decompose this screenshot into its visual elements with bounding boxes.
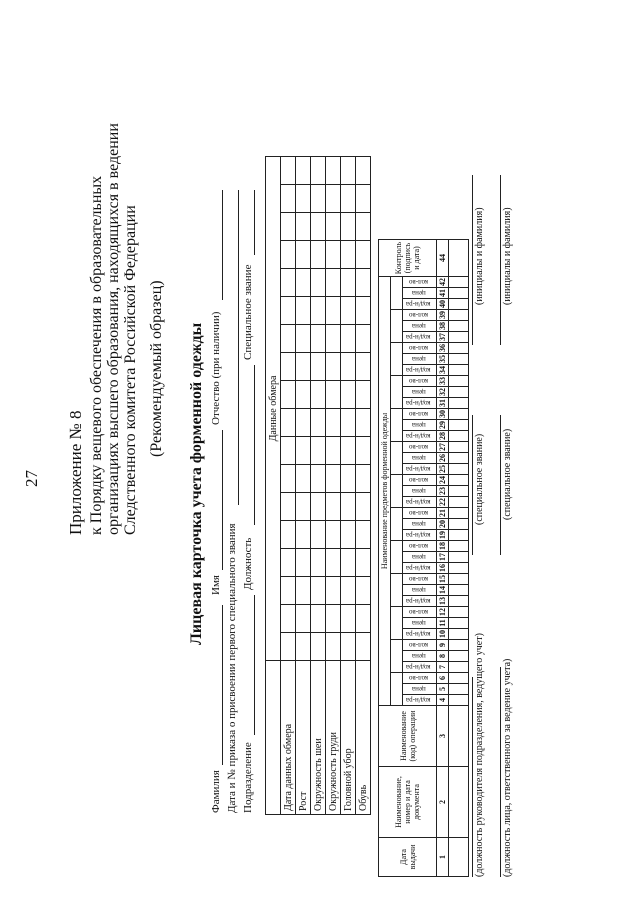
- column-number: 20: [438, 520, 447, 528]
- sub-column-header: [403, 354, 437, 365]
- column-number: 38: [438, 322, 447, 330]
- appendix-subtitle-line-1: к Порядку вещевого обеспечения в образовательных: [88, 175, 105, 535]
- sub-column-header: [403, 398, 437, 409]
- column-number: 19: [438, 531, 447, 539]
- column-number: 27: [438, 443, 447, 451]
- empty-cell: [449, 596, 469, 607]
- sub-column-label: код/н-ра: [406, 564, 431, 572]
- measure-row: [356, 157, 371, 815]
- column-number: 2: [437, 767, 449, 838]
- subdivision-line: [254, 595, 255, 735]
- sub-column-label: кол-во: [408, 311, 429, 319]
- column-number: 29: [438, 421, 447, 429]
- column-number: 7: [437, 662, 449, 673]
- empty-cell: [449, 453, 469, 464]
- empty-cell: [449, 431, 469, 442]
- empty-cell: [449, 409, 469, 420]
- sub-column-header: [403, 343, 437, 354]
- sub-column-label: кол-во: [408, 509, 429, 517]
- column-number: 13: [438, 597, 447, 605]
- sub-column-header: [403, 552, 437, 563]
- sub-column-header: [403, 453, 437, 464]
- column-number: 5: [437, 684, 449, 695]
- sub-column-label: код/н-ра: [406, 333, 431, 341]
- name-line: [222, 430, 223, 570]
- sub-column-label: цена: [411, 289, 426, 297]
- sub-column-header: [403, 508, 437, 519]
- sub-column-header: [403, 640, 437, 651]
- item-group-name-cell: [391, 442, 403, 475]
- card-title: Лицевая карточка учета форменной одежды: [188, 322, 205, 645]
- column-number: 4: [437, 695, 449, 706]
- column-number: 44: [437, 240, 449, 277]
- empty-cell: [449, 475, 469, 486]
- column-number: 10: [438, 630, 447, 638]
- sub-column-label: цена: [411, 553, 426, 561]
- sub-column-label: код/н-ра: [406, 399, 431, 407]
- sub-column-header: [403, 497, 437, 508]
- empty-cell: [449, 486, 469, 497]
- empty-cell: [449, 838, 469, 877]
- column-number: 36: [438, 344, 447, 352]
- measure-row-label: Обувь: [356, 661, 371, 815]
- sub-column-header: [403, 420, 437, 431]
- sub-column-label: кол-во: [408, 674, 429, 682]
- head-position-line: [472, 677, 473, 877]
- sub-column-header: [403, 409, 437, 420]
- head-position-caption: (должность руководителя подразделения, ведущего учет): [474, 633, 485, 877]
- measure-row: [296, 157, 311, 815]
- sub-column-header: [403, 464, 437, 475]
- sub-column-label: код/н-ра: [406, 432, 431, 440]
- head-rank-caption: (специальное звание): [474, 433, 485, 525]
- measure-row: [311, 157, 326, 815]
- measure-row-label: Окружность шеи: [311, 661, 326, 815]
- col-doc-header: Наименование, номер и дата документа: [379, 767, 437, 838]
- empty-cell: [449, 332, 469, 343]
- empty-cell: [449, 640, 469, 651]
- empty-cell: [449, 563, 469, 574]
- item-group-name-cell: [391, 508, 403, 541]
- order-line: [238, 190, 239, 505]
- name-label: Имя: [210, 575, 222, 595]
- column-number: 12: [438, 608, 447, 616]
- item-group-name-cell: [391, 640, 403, 673]
- surname-line: [222, 605, 223, 765]
- resp-rank-line: [500, 415, 501, 555]
- sub-column-header: [403, 651, 437, 662]
- measure-row-label: Окружность груди: [326, 661, 341, 815]
- empty-cell: [449, 288, 469, 299]
- measure-row-label: Головной убор: [341, 661, 356, 815]
- sub-column-label: кол-во: [408, 443, 429, 451]
- column-number: 3: [437, 706, 449, 767]
- empty-cell: [449, 398, 469, 409]
- sub-column-header: [403, 376, 437, 387]
- sub-column-label: код/н-ра: [406, 531, 431, 539]
- sub-column-label: кол-во: [408, 344, 429, 352]
- sub-column-label: цена: [411, 388, 426, 396]
- resp-name-caption: (инициалы и фамилия): [502, 207, 513, 305]
- empty-cell: [449, 541, 469, 552]
- sub-column-header: [403, 585, 437, 596]
- measure-row: [341, 157, 356, 815]
- column-number: 26: [438, 454, 447, 462]
- empty-cell: [449, 497, 469, 508]
- measure-row-label: Рост: [296, 661, 311, 815]
- item-group-name-cell: [391, 343, 403, 376]
- column-number: 15: [438, 575, 447, 583]
- column-number: 35: [438, 355, 447, 363]
- col-date-header: Дата выдачи: [379, 838, 437, 877]
- sub-column-header: [403, 321, 437, 332]
- measurements-table: [265, 156, 371, 815]
- empty-cell: [449, 464, 469, 475]
- empty-cell: [449, 706, 469, 767]
- sub-column-header: [403, 288, 437, 299]
- measurements-corner: [266, 661, 281, 815]
- sub-column-header: [403, 673, 437, 684]
- empty-cell: [449, 277, 469, 288]
- head-name-line: [472, 175, 473, 345]
- sub-column-label: код/н-ра: [406, 366, 431, 374]
- page-number: 27: [22, 470, 41, 487]
- empty-cell: [449, 574, 469, 585]
- empty-cell: [449, 365, 469, 376]
- empty-cell: [449, 618, 469, 629]
- sub-column-label: кол-во: [408, 575, 429, 583]
- empty-cell: [449, 607, 469, 618]
- sub-column-header: [403, 277, 437, 288]
- sub-column-header: [403, 387, 437, 398]
- resp-position-caption: (должность лица, ответственного за ведение учета): [502, 658, 513, 877]
- resp-name-line: [500, 175, 501, 345]
- sub-column-header: [403, 310, 437, 321]
- col-control-header: Контроль (подпись и дата): [379, 240, 437, 277]
- col-items-header: Наименование предметов форменной одежды: [379, 277, 391, 706]
- rank-line: [254, 190, 255, 255]
- sub-column-label: цена: [411, 619, 426, 627]
- resp-position-line: [500, 667, 501, 877]
- issue-table: [378, 239, 469, 877]
- sub-column-header: [403, 442, 437, 453]
- empty-cell: [449, 552, 469, 563]
- surname-label: Фамилия: [210, 770, 222, 813]
- sub-column-header: [403, 574, 437, 585]
- empty-cell: [449, 508, 469, 519]
- sub-column-label: цена: [411, 454, 426, 462]
- empty-cell: [449, 387, 469, 398]
- column-number: 11: [438, 619, 447, 627]
- column-number: 41: [438, 289, 447, 297]
- empty-cell: [449, 442, 469, 453]
- item-group-name-cell: [391, 409, 403, 442]
- column-number: 37: [438, 333, 447, 341]
- appendix-subtitle-line-3: Следственного комитета Российской Федерации: [122, 205, 139, 535]
- item-group-name-cell: [391, 673, 403, 706]
- sub-column-label: код/н-ра: [406, 465, 431, 473]
- sub-column-header: [403, 563, 437, 574]
- column-number: 24: [438, 476, 447, 484]
- empty-cell: [449, 651, 469, 662]
- sub-column-header: [403, 662, 437, 673]
- col-op-header: Наименование (код) операции: [379, 706, 437, 767]
- empty-cell: [449, 310, 469, 321]
- column-number: 25: [438, 465, 447, 473]
- column-number: 28: [438, 432, 447, 440]
- sub-column-header: [403, 541, 437, 552]
- sub-column-header: [403, 607, 437, 618]
- empty-cell: [449, 299, 469, 310]
- resp-rank-caption: (специальное звание): [502, 428, 513, 520]
- measure-row: [281, 157, 296, 815]
- sub-column-label: кол-во: [408, 278, 429, 286]
- sub-column-label: цена: [411, 685, 426, 693]
- item-group-name-cell: [391, 376, 403, 409]
- sub-column-header: [403, 629, 437, 640]
- sub-column-header: [403, 519, 437, 530]
- sub-column-header: [403, 299, 437, 310]
- empty-cell: [449, 629, 469, 640]
- column-number: 6: [437, 673, 449, 684]
- sub-column-header: [403, 684, 437, 695]
- sub-column-label: кол-во: [408, 608, 429, 616]
- appendix-title: Приложение № 8: [66, 410, 85, 535]
- column-number: 32: [438, 388, 447, 396]
- item-group-name-cell: [391, 607, 403, 640]
- measure-row: [326, 157, 341, 815]
- sub-column-header: [403, 530, 437, 541]
- column-number: 17: [438, 553, 447, 561]
- sub-column-label: цена: [411, 487, 426, 495]
- sub-column-label: код/н-ра: [406, 630, 431, 638]
- rank-label: Специальное звание: [242, 264, 254, 360]
- column-number: 39: [438, 311, 447, 319]
- empty-cell: [449, 519, 469, 530]
- column-number: 40: [438, 300, 447, 308]
- sub-column-label: цена: [411, 355, 426, 363]
- column-number: 1: [437, 838, 449, 877]
- column-number: 31: [438, 399, 447, 407]
- item-group-name-cell: [391, 277, 403, 310]
- measure-row-label: Дата данных обмера: [281, 661, 296, 815]
- sub-column-header: [403, 486, 437, 497]
- sub-column-label: код/н-ра: [406, 498, 431, 506]
- item-group-name-cell: [391, 541, 403, 574]
- sub-column-label: кол-во: [408, 641, 429, 649]
- sub-column-label: кол-во: [408, 377, 429, 385]
- column-number: 22: [438, 498, 447, 506]
- position-line: [254, 365, 255, 525]
- head-name-caption: (инициалы и фамилия): [474, 207, 485, 305]
- empty-cell: [449, 767, 469, 838]
- subdivision-label: Подразделение: [242, 742, 254, 813]
- empty-row: [449, 240, 469, 877]
- order-label: Дата и № приказа о присвоении первого специального звания: [226, 523, 238, 813]
- head-rank-line: [472, 415, 473, 555]
- sub-column-header: [403, 431, 437, 442]
- sub-column-label: код/н-ра: [406, 300, 431, 308]
- column-number: 30: [438, 410, 447, 418]
- recommended-sample-note: (Рекомендуемый образец): [148, 280, 165, 457]
- column-number: 16: [438, 564, 447, 572]
- item-group-name-cell: [391, 310, 403, 343]
- empty-cell: [449, 530, 469, 541]
- column-number: 8: [437, 651, 449, 662]
- measurements-header: Данные обмера: [266, 157, 281, 661]
- patronymic-label: Отчество (при наличии): [210, 311, 222, 425]
- sub-column-label: код/н-ра: [406, 597, 431, 605]
- empty-cell: [449, 343, 469, 354]
- column-number: 33: [438, 377, 447, 385]
- patronymic-line: [222, 190, 223, 300]
- empty-cell: [449, 240, 469, 277]
- empty-cell: [449, 354, 469, 365]
- empty-cell: [449, 695, 469, 706]
- empty-cell: [449, 420, 469, 431]
- sub-column-header: [403, 596, 437, 607]
- empty-cell: [449, 585, 469, 596]
- sub-column-header: [403, 695, 437, 706]
- column-number: 14: [438, 586, 447, 594]
- column-number: 23: [438, 487, 447, 495]
- empty-cell: [449, 684, 469, 695]
- sub-column-header: [403, 332, 437, 343]
- column-number: 42: [438, 278, 447, 286]
- sub-column-label: цена: [411, 586, 426, 594]
- column-number: 34: [438, 366, 447, 374]
- empty-cell: [449, 376, 469, 387]
- sub-column-label: кол-во: [408, 542, 429, 550]
- sub-column-label: цена: [411, 652, 426, 660]
- empty-cell: [449, 662, 469, 673]
- sub-column-label: кол-во: [408, 410, 429, 418]
- column-number: 18: [438, 542, 447, 550]
- item-group-name-cell: [391, 574, 403, 607]
- sub-column-label: код/н-ра: [406, 696, 431, 704]
- number-row: [437, 240, 449, 877]
- sub-column-label: цена: [411, 322, 426, 330]
- column-number: 21: [438, 509, 447, 517]
- item-group-name-cell: [391, 475, 403, 508]
- sub-column-label: цена: [411, 520, 426, 528]
- sub-column-label: код/н-ра: [406, 663, 431, 671]
- sub-column-label: цена: [411, 421, 426, 429]
- empty-cell: [449, 673, 469, 684]
- appendix-subtitle-line-2: организациях высшего образования, находящихся в ведении: [105, 123, 122, 535]
- sub-column-label: кол-во: [408, 476, 429, 484]
- empty-cell: [449, 321, 469, 332]
- position-label: Должность: [242, 537, 254, 590]
- sub-column-header: [403, 475, 437, 486]
- column-number: 9: [437, 640, 449, 651]
- sub-column-header: [403, 365, 437, 376]
- sub-column-header: [403, 618, 437, 629]
